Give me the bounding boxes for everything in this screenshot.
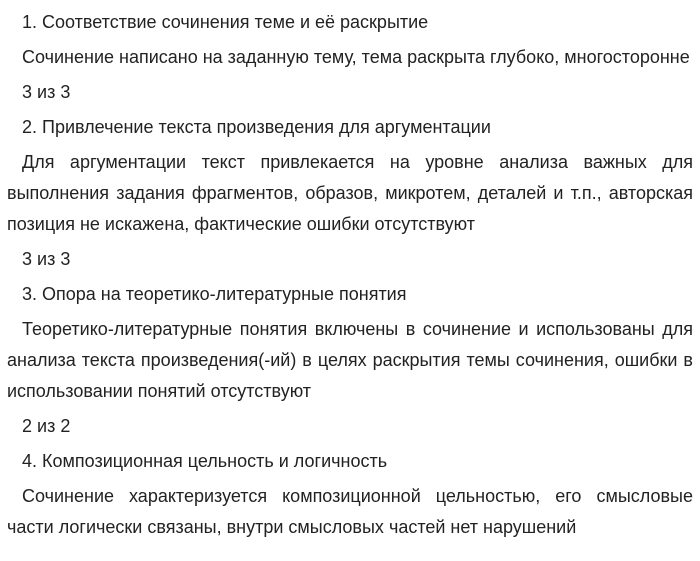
criterion-3-title: 3. Опора на теоретико-литературные понятия xyxy=(22,284,407,304)
criterion-2-title: 2. Привлечение текста произведения для аргументации xyxy=(22,117,491,137)
criterion-1-description: Сочинение написано на заданную тему, тема раскрыта глубоко, многосторонне xyxy=(22,47,690,67)
criterion-4-description: Сочинение характеризуется композиционной цельностью, его смысловые части логически связаны, внутри смысловых частей нет нарушений xyxy=(7,486,693,537)
criterion-2-description: Для аргументации текст привлекается на уровне анализа важных для выполнения задания фрагментов, образов, микротем, деталей и т.п., авторская позиция не искажена, фактические ошибки отсутствуют xyxy=(7,152,693,234)
criterion-2-score: 3 из 3 xyxy=(22,249,71,269)
criterion-4-title: 4. Композиционная цельность и логичность xyxy=(22,451,388,471)
criteria-document xyxy=(7,0,693,543)
criterion-3-description: Теоретико-литературные понятия включены в сочинение и использованы для анализа текста произведения(-ий) в целях раскрытия темы сочинения, ошибки в использовании понятий отсутствуют xyxy=(7,319,693,401)
criterion-1-title: 1. Соответствие сочинения теме и её раскрытие xyxy=(22,12,429,32)
criterion-3-score: 2 из 2 xyxy=(22,416,71,436)
criterion-1-score: 3 из 3 xyxy=(22,82,71,102)
